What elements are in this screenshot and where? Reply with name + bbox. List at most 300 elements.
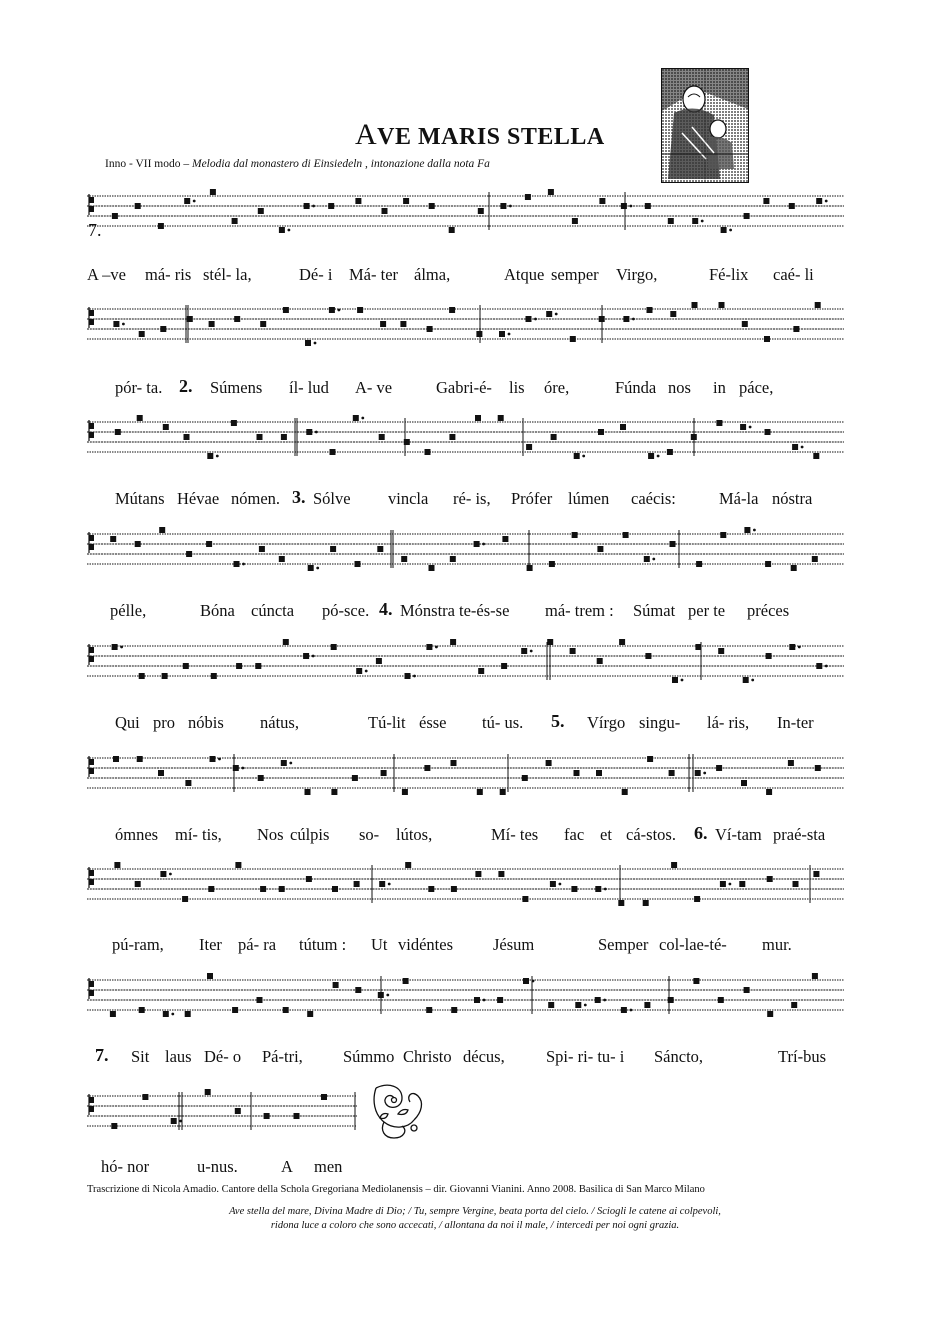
stanza-number: 2. (179, 376, 193, 396)
neume-note (498, 871, 504, 877)
lyric-syllable: in (713, 378, 726, 397)
punctum-mora (703, 772, 706, 775)
neume-note (622, 789, 628, 795)
neume-note (257, 434, 263, 440)
punctum-mora (603, 999, 606, 1002)
neume-note (382, 208, 388, 214)
neume-note (791, 565, 797, 571)
neume-note (210, 189, 216, 195)
neume-note (644, 1002, 650, 1008)
stanza-number: 7. (95, 1045, 109, 1065)
lyric-syllable: hó- nor (101, 1157, 150, 1176)
neume-note (355, 198, 361, 204)
lyric-syllable: Dé- o (204, 1047, 242, 1066)
neume-note (551, 434, 557, 440)
neume-note (208, 886, 214, 892)
neume-note (645, 203, 651, 209)
neume-note (812, 556, 818, 562)
lyric-syllable: Ut (371, 935, 388, 954)
lyric-syllable: mur. (762, 935, 792, 954)
neume-note (236, 663, 242, 669)
neume-note (475, 871, 481, 877)
neume-note (112, 644, 118, 650)
lyric-syllable: páce, (739, 378, 774, 397)
neume-note (572, 532, 578, 538)
neume-note (281, 760, 287, 766)
neume-note (115, 429, 121, 435)
neume-note (329, 307, 335, 313)
neume-note (232, 218, 238, 224)
neume-note (376, 658, 382, 664)
lyric-syllable: caé- li (773, 265, 814, 284)
lyric-syllable: cá-stos. (626, 825, 676, 844)
neume-note (648, 453, 654, 459)
translation-text (100, 1205, 850, 1233)
punctum-mora (559, 883, 562, 886)
lyric-syllable: Sáncto, (654, 1047, 704, 1066)
neume-note (526, 316, 532, 322)
neume-note (281, 434, 287, 440)
neume-note (502, 536, 508, 542)
neume-note (352, 775, 358, 781)
neume-note (158, 223, 164, 229)
neume-note (283, 307, 289, 313)
neume-note (596, 770, 602, 776)
lyric-syllable: tú- us. (482, 713, 524, 732)
neume-note (721, 227, 727, 233)
lyric-syllable: álma, (414, 265, 451, 284)
lyric-syllable: Vírgo (587, 713, 626, 732)
punctum-mora (825, 665, 828, 668)
lyric-syllable: ré- is, (453, 489, 491, 508)
neume-note (695, 644, 701, 650)
lyric-syllable: pro (153, 713, 175, 732)
neume-note (304, 203, 310, 209)
punctum-mora (582, 455, 585, 458)
neume-note (766, 789, 772, 795)
lyric-line-8 (87, 1047, 844, 1069)
neume-note (813, 871, 819, 877)
lyric-syllable: Sólve (313, 489, 351, 508)
neume-note (279, 227, 285, 233)
lyric-line-2 (87, 378, 844, 400)
neume-note (527, 565, 533, 571)
neume-note (331, 644, 337, 650)
punctum-mora (630, 1009, 633, 1012)
lyric-syllable: pó-sce. (322, 601, 370, 620)
neume-note (210, 756, 216, 762)
neume-note (159, 527, 165, 533)
lyric-syllable: Súmmo (343, 1047, 395, 1066)
lyric-syllable: Semper (598, 935, 649, 954)
lyric-syllable: vidéntes (398, 935, 453, 954)
lyric-syllable: vincla (388, 489, 429, 508)
neume-note (260, 886, 266, 892)
neume-note (497, 997, 503, 1003)
lyric-syllable: nómen. (231, 489, 281, 508)
punctum-mora (171, 1013, 174, 1016)
neume-note (356, 668, 362, 674)
neume-note (476, 331, 482, 337)
lyric-syllable: pú-ram, (112, 935, 164, 954)
lyric-syllable: lá- ris, (707, 713, 750, 732)
lyric-syllable: Gabri-é- (436, 378, 492, 397)
lyric-line-3 (87, 489, 844, 511)
neume-note (426, 1007, 432, 1013)
lyric-syllable: pór- ta. (115, 378, 163, 397)
subtitle (105, 158, 490, 170)
neume-note (597, 546, 603, 552)
neume-note (521, 648, 527, 654)
lyric-line-6 (87, 825, 844, 847)
neume-note (618, 900, 624, 906)
neume-note (740, 424, 746, 430)
punctum-mora (338, 309, 341, 312)
punctum-mora (120, 646, 123, 649)
punctum-mora (435, 646, 438, 649)
lyric-line-7 (87, 935, 844, 957)
stanza-number: 4. (379, 599, 393, 619)
lyric-syllable: per te (688, 601, 726, 620)
neume-note (379, 881, 385, 887)
lyric-syllable: Má-la (719, 489, 759, 508)
neume-note (283, 639, 289, 645)
neume-note (306, 429, 312, 435)
punctum-mora (825, 200, 828, 203)
lyric-syllable: Ví-tam (715, 825, 762, 844)
neume-note (620, 424, 626, 430)
neume-note (183, 663, 189, 669)
punctum-mora (413, 675, 416, 678)
lyric-syllable: Spi- ri- tu- i (546, 1047, 625, 1066)
lyric-syllable: Súmat (633, 601, 676, 620)
neume-note (357, 307, 363, 313)
neume-note (425, 449, 431, 455)
lyric-syllable: préces (747, 601, 790, 620)
neume-note (716, 765, 722, 771)
lyric-syllable: u-nus. (197, 1157, 238, 1176)
stanza-number: 5. (551, 711, 565, 731)
neume-note (792, 444, 798, 450)
neume-note (139, 673, 145, 679)
punctum-mora (584, 1004, 587, 1007)
neume-note (692, 218, 698, 224)
punctum-mora (218, 758, 221, 761)
punctum-mora (179, 1120, 182, 1123)
neume-note (548, 189, 554, 195)
neume-note (716, 420, 722, 426)
neume-note (767, 1011, 773, 1017)
lyric-syllable: Fúnda (615, 378, 657, 397)
neume-note (426, 644, 432, 650)
lyric-syllable: má- trem : (545, 601, 614, 620)
neume-note (233, 765, 239, 771)
neume-note (691, 434, 697, 440)
lyric-syllable: décus, (463, 1047, 505, 1066)
neume-note (205, 1089, 211, 1095)
neume-note (428, 886, 434, 892)
lyric-syllable: Hévae (177, 489, 220, 508)
lyric-syllable: Jésum (493, 935, 535, 954)
lyric-syllable: A –ve (87, 265, 126, 284)
neume-note (211, 673, 217, 679)
title-initial: A (355, 118, 378, 151)
punctum-mora (701, 220, 704, 223)
neume-note (789, 644, 795, 650)
lyric-line-9 (87, 1157, 844, 1179)
neume-note (260, 321, 266, 327)
neume-note (184, 434, 190, 440)
neume-note (308, 565, 314, 571)
neume-note (231, 420, 237, 426)
lyric-syllable: A (281, 1157, 293, 1176)
neume-note (667, 449, 673, 455)
staff-3 (87, 414, 844, 462)
neume-note (595, 997, 601, 1003)
punctum-mora (315, 431, 318, 434)
credits-line: Trascrizione di Nicola Amadio. Cantore della Schola Gregoriana Mediolanensis – dir. Giovanni Vianini. Anno 2008. Basilica di San Marco Milano (87, 1184, 705, 1195)
neume-note (355, 561, 361, 567)
staff-5 (87, 638, 844, 686)
neume-note (546, 760, 552, 766)
neume-note (377, 546, 383, 552)
neume-note (815, 302, 821, 308)
neume-note (763, 198, 769, 204)
neume-note (232, 1007, 238, 1013)
neume-note (305, 789, 311, 795)
neume-note (478, 208, 484, 214)
neume-note (450, 639, 456, 645)
neume-note (283, 1007, 289, 1013)
punctum-mora (630, 205, 633, 208)
punctum-mora (361, 417, 364, 420)
neume-note (264, 1113, 270, 1119)
neume-note (474, 541, 480, 547)
neume-note (259, 546, 265, 552)
neume-note (619, 639, 625, 645)
neume-note (235, 1108, 241, 1114)
neume-note (207, 453, 213, 459)
lyric-syllable: Qui (115, 713, 140, 732)
punctum-mora (314, 342, 317, 345)
neume-note (815, 765, 821, 771)
neume-note (110, 536, 116, 542)
punctum-mora (242, 563, 245, 566)
neume-note (451, 1007, 457, 1013)
lyric-line-4 (87, 601, 844, 623)
neume-note (668, 218, 674, 224)
translation-line-2: ridona luce a coloro che sono accecati, / allontana da noi il male, / intercedi per noi ogni grazia. (270, 1220, 680, 1231)
neume-note (451, 760, 457, 766)
lyric-syllable: nóbis (188, 713, 224, 732)
neume-note (766, 653, 772, 659)
lyric-syllable: Mútans (115, 489, 165, 508)
punctum-mora (312, 205, 315, 208)
lyric-syllable: nóstra (772, 489, 813, 508)
punctum-mora (798, 646, 801, 649)
neume-note (235, 862, 241, 868)
neume-note (793, 881, 799, 887)
neume-note (307, 1011, 313, 1017)
staff-6 (87, 750, 844, 798)
lyric-syllable: Mí- tes (491, 825, 539, 844)
neume-note (744, 527, 750, 533)
do-clef-icon (89, 1094, 94, 1115)
neume-note (234, 561, 240, 567)
neume-note (111, 1123, 117, 1129)
neume-note (742, 321, 748, 327)
neume-note (234, 316, 240, 322)
staff-9 (87, 1088, 844, 1136)
neume-note (597, 658, 603, 664)
neume-note (547, 639, 553, 645)
neume-note (186, 551, 192, 557)
neume-note (816, 198, 822, 204)
stanza-number: 6. (694, 823, 708, 843)
neume-note (791, 1002, 797, 1008)
neume-note (718, 997, 724, 1003)
neume-note (355, 987, 361, 993)
neume-note (400, 321, 406, 327)
neume-note (450, 556, 456, 562)
neume-note (404, 439, 410, 445)
neume-note (692, 302, 698, 308)
punctum-mora (508, 333, 511, 336)
lyric-syllable: caécis: (631, 489, 676, 508)
lyric-syllable: nos (668, 378, 691, 397)
neume-note (575, 1002, 581, 1008)
neume-note (570, 336, 576, 342)
lyric-syllable: stél- la, (203, 265, 252, 284)
neume-note (525, 194, 531, 200)
neume-note (670, 311, 676, 317)
lyric-syllable: ésse (419, 713, 447, 732)
neume-note (185, 780, 191, 786)
neume-note (598, 429, 604, 435)
lyric-syllable: singu- (639, 713, 681, 732)
neume-note (113, 756, 119, 762)
neume-note (789, 203, 795, 209)
neume-note (332, 886, 338, 892)
punctum-mora (386, 994, 389, 997)
punctum-mora (482, 543, 485, 546)
neume-note (158, 770, 164, 776)
do-clef-icon (89, 420, 94, 441)
punctum-mora (365, 670, 368, 673)
neume-note (623, 316, 629, 322)
neume-note (570, 648, 576, 654)
neume-note (764, 336, 770, 342)
neume-note (788, 760, 794, 766)
staff-4 (87, 526, 844, 574)
neume-note (185, 1011, 191, 1017)
neume-note (693, 978, 699, 984)
lyric-syllable: pá- ra (238, 935, 277, 954)
neume-note (163, 1011, 169, 1017)
neume-note (279, 556, 285, 562)
punctum-mora (532, 980, 535, 983)
punctum-mora (801, 446, 804, 449)
lyric-syllable: Bóna (200, 601, 235, 620)
neume-note (767, 876, 773, 882)
punctum-mora (749, 426, 752, 429)
verse-start-marker: 7. (88, 220, 102, 240)
neume-note (574, 453, 580, 459)
punctum-mora (753, 529, 756, 532)
do-clef-icon (89, 978, 94, 999)
neume-note (137, 415, 143, 421)
neume-note (668, 997, 674, 1003)
staff-2 (87, 301, 844, 349)
neume-note (258, 775, 264, 781)
do-clef-icon (89, 307, 94, 328)
lyric-syllable: Fé-lix (709, 265, 749, 284)
lyric-syllable: íl- lud (289, 378, 329, 397)
neume-note (718, 648, 724, 654)
punctum-mora (534, 318, 537, 321)
lyric-syllable: Virgo, (616, 265, 658, 284)
lyric-syllable: má- ris (145, 265, 192, 284)
neume-note (449, 227, 455, 233)
neume-note (379, 434, 385, 440)
neume-note (427, 326, 433, 332)
staff-7 (87, 861, 844, 909)
punctum-mora (652, 558, 655, 561)
neume-note (403, 198, 409, 204)
neume-note (574, 770, 580, 776)
neume-note (135, 881, 141, 887)
punctum-mora (681, 679, 684, 682)
lyric-syllable: praé-sta (773, 825, 826, 844)
neume-note (743, 677, 749, 683)
neume-note (477, 789, 483, 795)
punctum-mora (169, 873, 172, 876)
neume-note (207, 973, 213, 979)
lyric-syllable: Sit (131, 1047, 150, 1066)
neume-note (110, 1011, 116, 1017)
punctum-mora (483, 999, 486, 1002)
do-clef-icon (89, 867, 94, 888)
neume-note (694, 896, 700, 902)
neume-note (187, 316, 193, 322)
neume-note (813, 453, 819, 459)
lyric-syllable: óre, (544, 378, 570, 397)
punctum-mora (216, 455, 219, 458)
neume-note (522, 775, 528, 781)
neume-note (402, 789, 408, 795)
neume-note (644, 556, 650, 562)
punctum-mora (193, 200, 196, 203)
neume-note (405, 673, 411, 679)
neume-note (354, 881, 360, 887)
staff-8 (87, 972, 844, 1020)
neume-note (112, 213, 118, 219)
neume-note (162, 673, 168, 679)
do-clef-icon (89, 756, 94, 777)
ornament-flourish-icon (368, 1080, 428, 1144)
staff-1 (87, 188, 844, 236)
neume-note (816, 663, 822, 669)
neume-note (451, 886, 457, 892)
punctum-mora (388, 883, 391, 886)
punctum-mora (729, 229, 732, 232)
neume-note (381, 770, 387, 776)
neume-note (720, 881, 726, 887)
neume-note (135, 541, 141, 547)
neume-note (522, 896, 528, 902)
lyric-syllable: semper (551, 265, 599, 284)
neume-note (258, 208, 264, 214)
